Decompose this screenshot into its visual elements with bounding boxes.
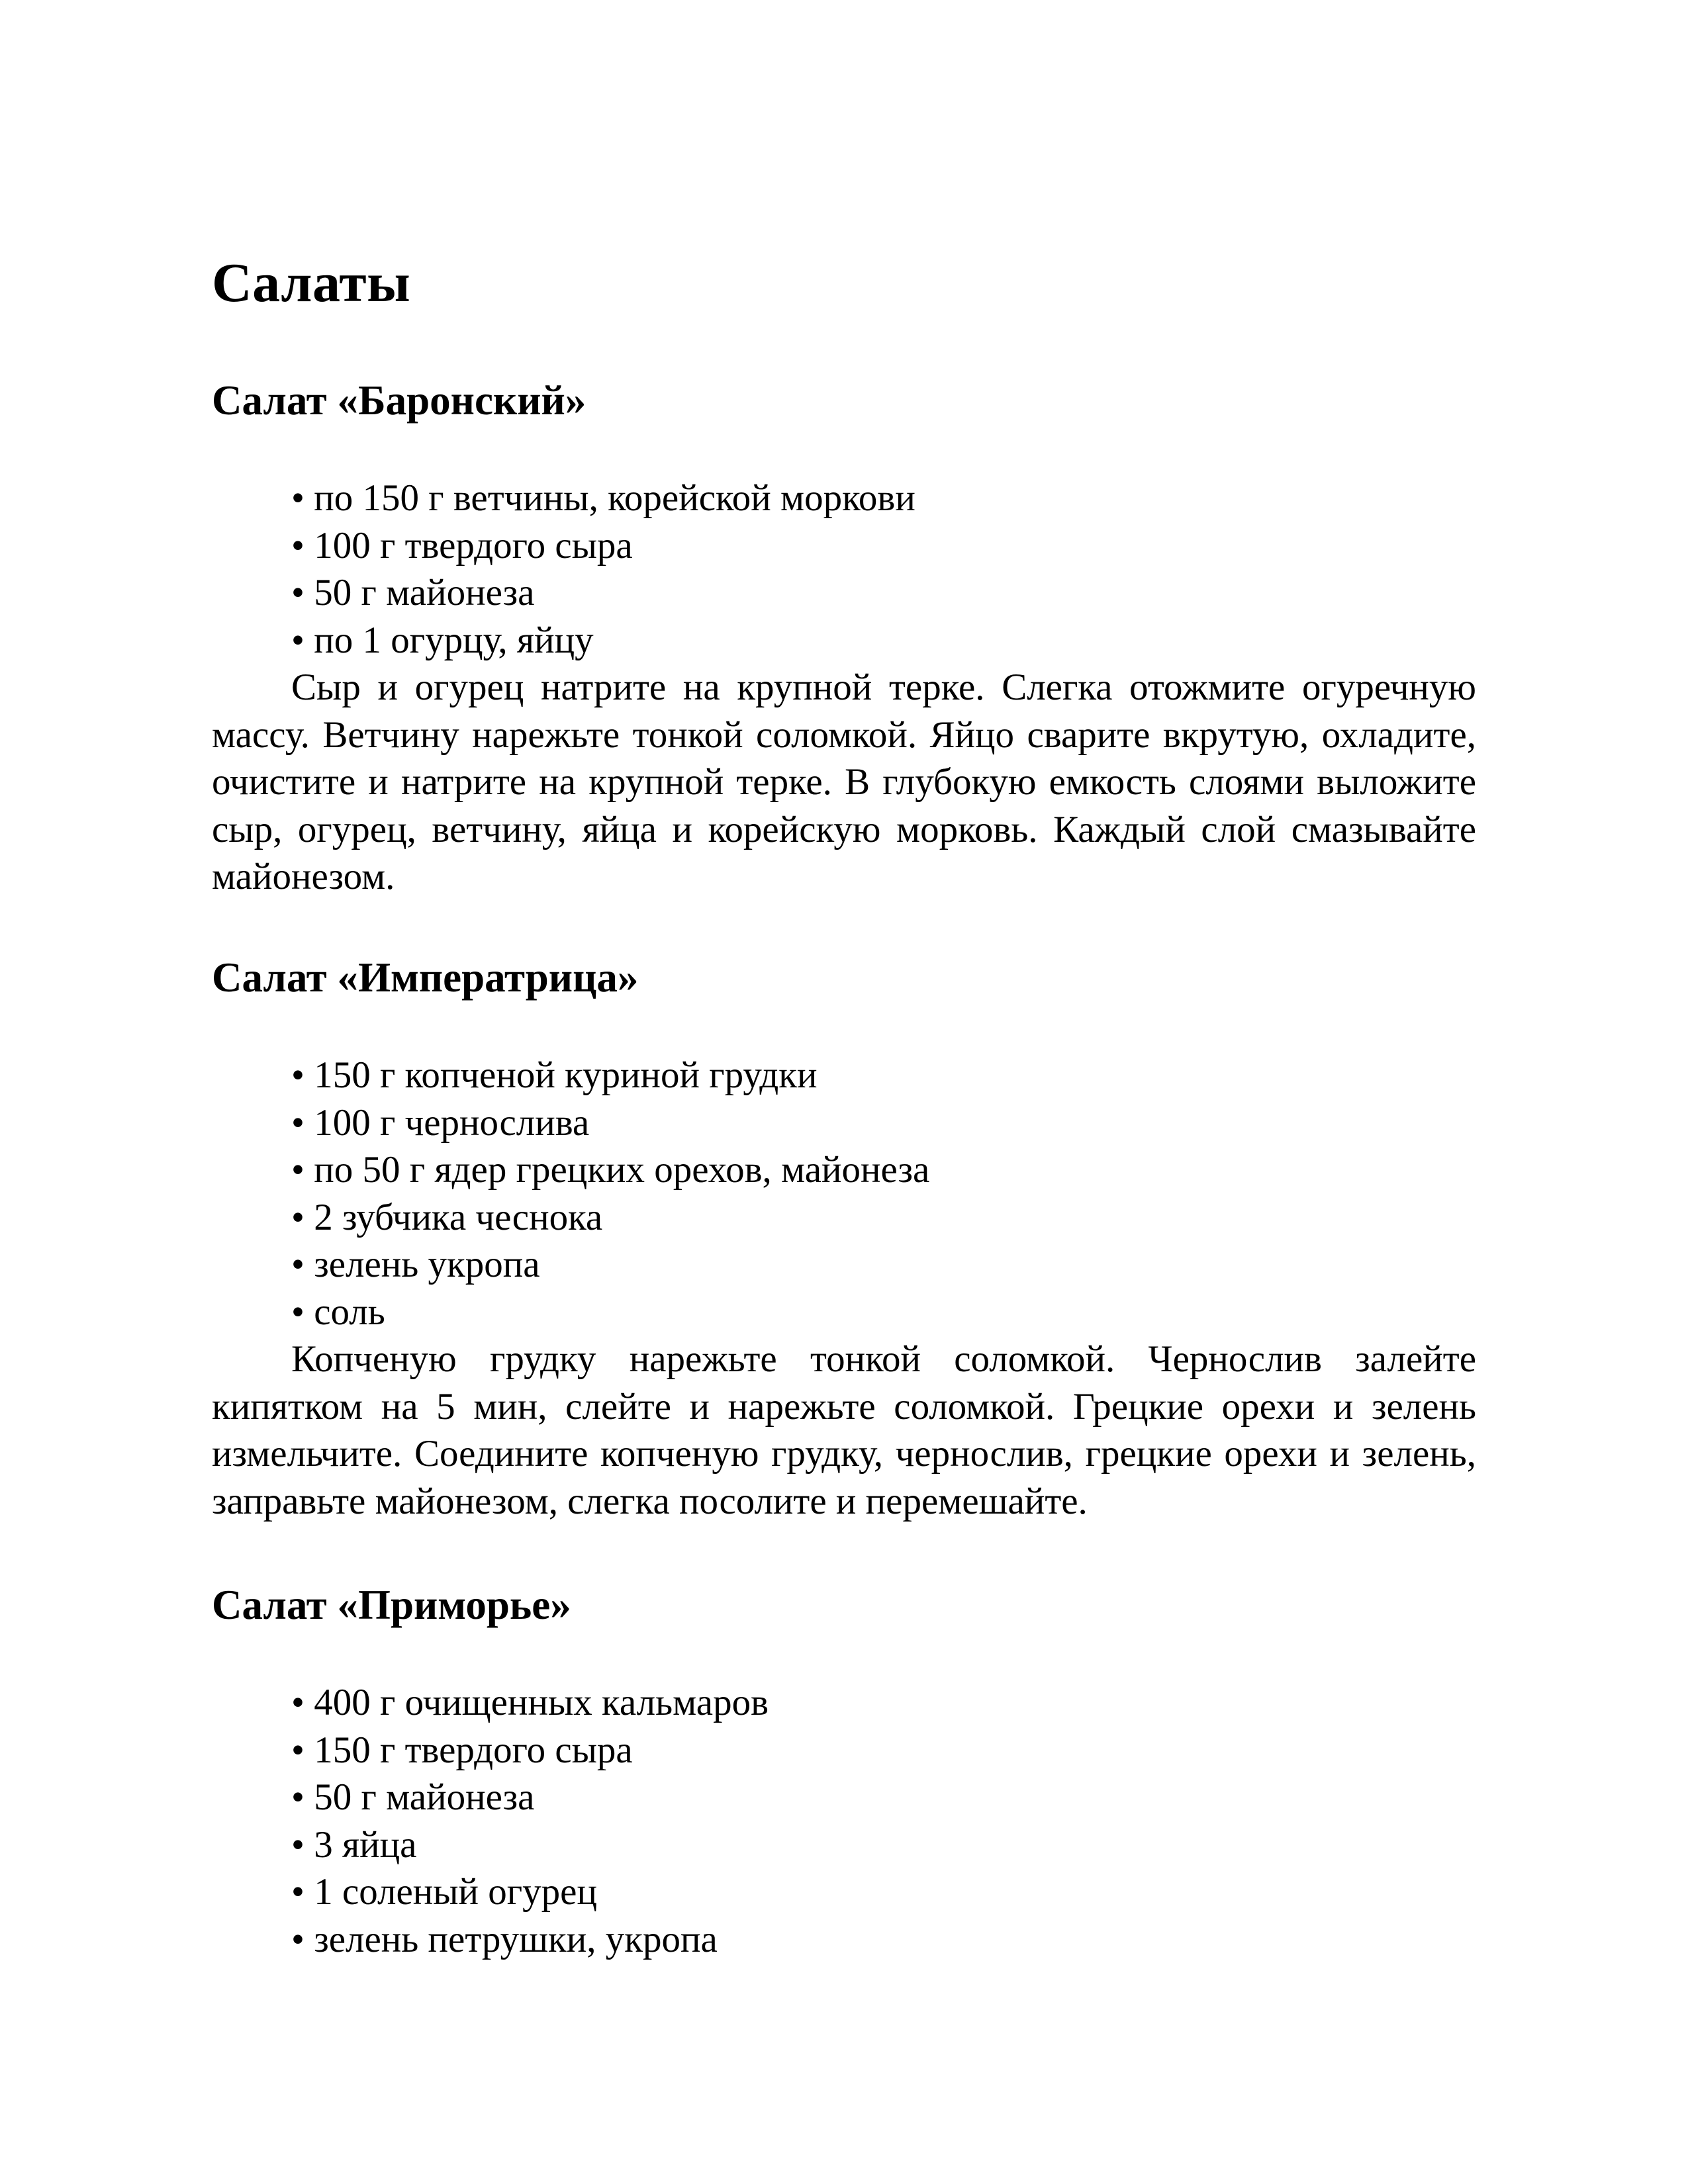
- recipe-title: Салат «Приморье»: [212, 1582, 571, 1628]
- ingredient-item: • 50 г майонеза: [291, 572, 535, 614]
- ingredient-item: • зелень укропа: [291, 1244, 540, 1285]
- ingredient-item: • 3 яйца: [291, 1823, 417, 1866]
- recipe-imperatritsa: [212, 951, 1476, 1525]
- ingredient-item: • 100 г чернослива: [291, 1101, 590, 1144]
- ingredient-item: • по 1 огурцу, яйцу: [291, 619, 594, 661]
- ingredient-item: • по 150 г ветчины, корейской моркови: [291, 477, 915, 519]
- ingredient-item: • 150 г копченой куриной грудки: [291, 1054, 818, 1096]
- ingredient-list: [212, 1052, 1476, 1336]
- ingredient-item: • 100 г твердого сыра: [291, 524, 633, 567]
- document-page: [212, 0, 1476, 2184]
- recipe-baronsky: [212, 374, 1476, 901]
- ingredient-item: • 150 г твердого сыра: [291, 1729, 633, 1771]
- ingredient-list: [212, 1679, 1476, 1963]
- page-title: Салаты: [212, 252, 411, 314]
- ingredient-item: • 400 г очищенных кальмаров: [291, 1682, 769, 1723]
- ingredient-item: • 2 зубчика чеснока: [291, 1196, 603, 1238]
- recipe-title: Салат «Императрица»: [212, 954, 639, 1001]
- ingredient-item: • 1 соленый огурец: [291, 1871, 597, 1913]
- recipe-instructions: Копченую грудку нарежьте тонкой соломкой. Чернослив залейте кипятком на 5 мин, слейте и нарежьте соломкой. Грецкие орехи и зелень измельчите. Соедините копченую грудку, чернослив, грецкие орехи и зелень, заправьте майонезом, слегка посолите и перемешайте.: [212, 1338, 1476, 1522]
- ingredient-item: • зелень петрушки, укропа: [291, 1918, 718, 1960]
- ingredient-item: • по 50 г ядер грецких орехов, майонеза: [291, 1149, 930, 1191]
- ingredient-item: • 50 г майонеза: [291, 1776, 535, 1818]
- recipe-primorye: [212, 1578, 1476, 1963]
- recipe-instructions: Сыр и огурец натрите на крупной терке. Слегка отожмите огуречную массу. Ветчину нарежьте тонкой соломкой. Яйцо сварите вкрутую, охладите, очистите и натрите на крупной терке. В глубокую емкость слоями выложите сыр, огурец, ветчину, яйца и корейскую морковь. Каждый слой смазывайте майонезом.: [212, 666, 1476, 897]
- ingredient-list: [212, 475, 1476, 664]
- ingredient-item: • соль: [291, 1291, 385, 1333]
- recipe-title: Салат «Баронский»: [212, 377, 586, 424]
